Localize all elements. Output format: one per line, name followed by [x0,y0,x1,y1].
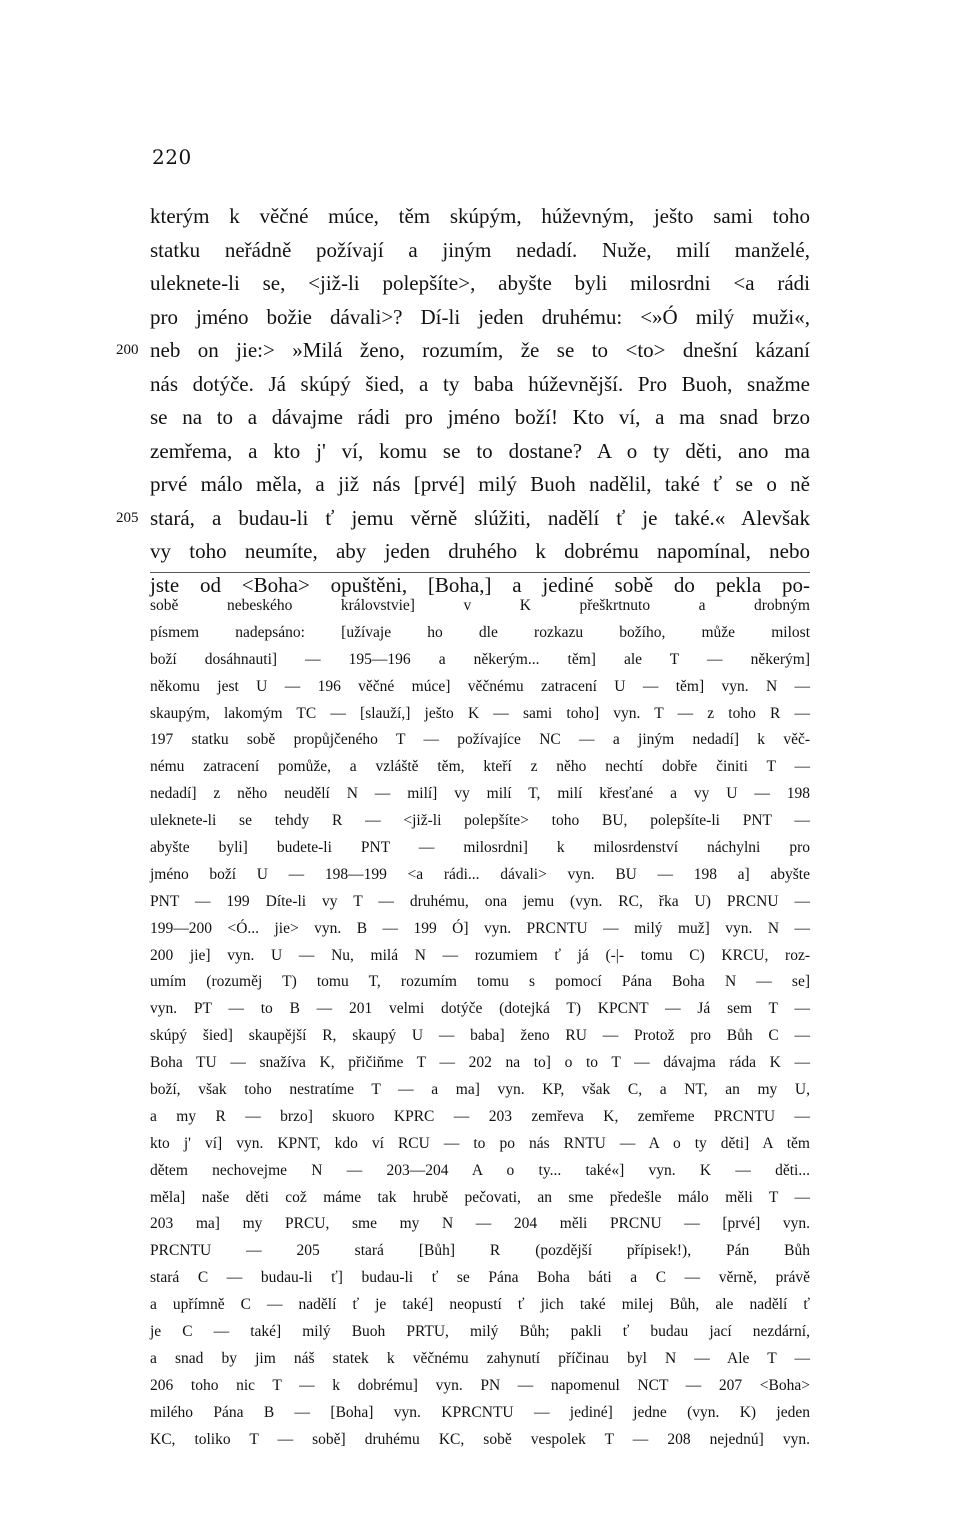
apparatus-line: boží dosáhnauti] — 195—196 a někerým... těm] ale T — někerým] [150,650,810,668]
apparatus-line: sobě nebeského královstvie] v K přeškrtnuto a drobným [150,597,810,614]
text-line [150,301,810,335]
apparatus-line: milého Pána B — [Boha] vyn. KPRCNTU — jediné] jedne (vyn. K) jeden [150,1403,810,1421]
text-line [150,368,810,402]
apparatus-line: boží, však toho nestratíme T — a ma] vyn. KP, však C, a NT, an my U, [150,1081,810,1099]
apparatus-line: Boha TU — snažíva K, přičiňme T — 202 na to] o to T — dávajma ráda K — [150,1054,810,1072]
text-line-content: vy toho neumíte, aby jeden druhého k dobrému napomínal, nebo [150,539,810,563]
apparatus-line: PNT — 199 Díte-li vy T — druhému, ona jemu (vyn. RC, řka U) PRCNU — [150,892,810,910]
apparatus-line: umím (rozuměj T) tomu T, rozumím tomu s pomocí Pána Boha N — se] [150,973,810,991]
text-line [150,234,810,268]
main-text [116,200,810,602]
text-line-content: zemřema, a kto j' ví, komu se to dostane? A o ty děti, ano ma [150,438,810,463]
text-line [150,401,810,435]
apparatus-line: kto j' ví] vyn. KPNT, kdo ví RCU — to po nás RNTU — A o ty děti] A těm [150,1134,810,1152]
apparatus-line: nedadí] z něho neudělí N — milí] vy milí T, milí křesťané a vy U — 198 [150,785,810,803]
text-line-content: prvé málo měla, a již nás [prvé] milý Buoh nadělil, také ť se o ně [150,472,810,496]
apparatus-line: 200 jie] vyn. U — Nu, milá N — rozumiem ť já (-|- tomu C) KRCU, roz- [150,946,810,964]
page-number: 220 [152,145,192,169]
text-line-content: kterým k věčné múce, těm skúpým, húževným, ješto sami toho [150,204,810,228]
critical-apparatus [150,593,810,1454]
line-number: 200 [116,342,139,358]
footnote-separator [150,572,810,573]
text-line [116,502,810,536]
apparatus-line: jméno boží U — 198—199 <a rádi... dávali> vyn. BU — 198 a] abyšte [150,865,810,883]
apparatus-line: vyn. PT — to B — 201 velmi dotýče (dotejká T) KPCNT — Já sem T — [150,1000,810,1018]
text-line [116,334,810,368]
text-line-content: nás dotýče. Já skúpý šied, a ty baba húževnější. Pro Buoh, snažme [150,371,810,396]
apparatus-line: a upřímně C — nadělí ť je také] neopustí ť jich také milej Bůh, ale nadělí ť [150,1296,810,1314]
apparatus-line: a my R — brzo] skuoro KPRC — 203 zemřeva K, zemřeme PRCNTU — [150,1107,810,1125]
text-line [150,435,810,469]
text-line-content: jste od <Boha> opuštěni, [Boha,] a jediné sobě do pekla po- [150,572,810,597]
text-line-content: uleknete-li se, <již-li polepšíte>, abyšte byli milosrdni <a rádi [150,271,810,295]
apparatus-line: 203 ma] my PRCU, sme my N — 204 měli PRCNU — [prvé] vyn. [150,1215,810,1233]
text-line [150,267,810,301]
text-line [150,468,810,502]
text-line-content: pro jméno božie dávali>? Dí-li jeden druhému: <»Ó milý muži«, [150,304,810,329]
apparatus-line: nému zatracení pomůže, a vzláště těm, kteří z něho nechtí dobře činiti T — [150,758,810,776]
apparatus-line: PRCNTU — 205 stará [Bůh] R (pozdější přípisek!), Pán Bůh [150,1242,810,1260]
text-line-content: statku neřádně požívají a jiným nedadí. Nuže, milí manželé, [150,237,810,262]
apparatus-line: dětem nechovejme N — 203—204 A o ty... také«] vyn. K — děti... [150,1161,810,1179]
apparatus-line: skaupým, lakomým TC — [slauží,] ješto K — sami toho] vyn. T — z toho R — [150,704,810,722]
apparatus-line: někomu jest U — 196 věčné múce] věčnému zatracení U — těm] vyn. N — [150,677,810,695]
apparatus-line: KC, toliko T — sobě] druhému KC, sobě vespolek T — 208 nejednú] vyn. [150,1430,810,1448]
text-line [150,535,810,569]
apparatus-line: 206 toho nic T — k dobrému] vyn. PN — napomenul NCT — 207 <Boha> [150,1376,810,1394]
apparatus-line: je C — také] milý Buoh PRTU, milý Bůh; pakli ť budau jací nezdární, [150,1323,810,1341]
apparatus-line: měla] naše děti což máme tak hrubě pečovati, an sme předešle málo měli T — [150,1188,810,1206]
apparatus-line: abyšte byli] budete-li PNT — milosrdni] k milosrdenství náchylni pro [150,839,810,857]
line-number: 205 [116,509,139,526]
apparatus-line: 199—200 <Ó... jie> vyn. B — 199 Ó] vyn. PRCNTU — milý muž] vyn. N — [150,919,810,937]
apparatus-line: uleknete-li se tehdy R — <již-li polepšíte> toho BU, polepšíte-li PNT — [150,812,810,830]
text-line [150,200,810,234]
apparatus-line: písmem nadepsáno: [užívaje ho dle rozkazu božího, může milost [150,623,810,641]
text-line-content: stará, a budau-li ť jemu věrně slúžiti, nadělí ť je také.« Alevšak [150,505,810,530]
apparatus-line: skúpý šied] skaupější R, skaupý U — baba] ženo RU — Protož pro Bůh C — [150,1027,810,1045]
apparatus-line: 197 statku sobě propůjčeného T — požívajíce NC — a jiným nedadí] k věč- [150,731,810,749]
text-line-content: se na to a dávajme rádi pro jméno boží! Kto ví, a ma snad brzo [150,405,810,429]
apparatus-line: a snad by jim náš statek k věčnému zahynutí příčinau byl N — Ale T — [150,1349,810,1367]
apparatus-line: stará C — budau-li ť] budau-li ť se Pána Boha báti a C — věrně, právě [150,1269,810,1287]
text-line-content: neb on jie:> »Milá ženo, rozumím, že se to <to> dnešní kázaní [150,338,810,362]
